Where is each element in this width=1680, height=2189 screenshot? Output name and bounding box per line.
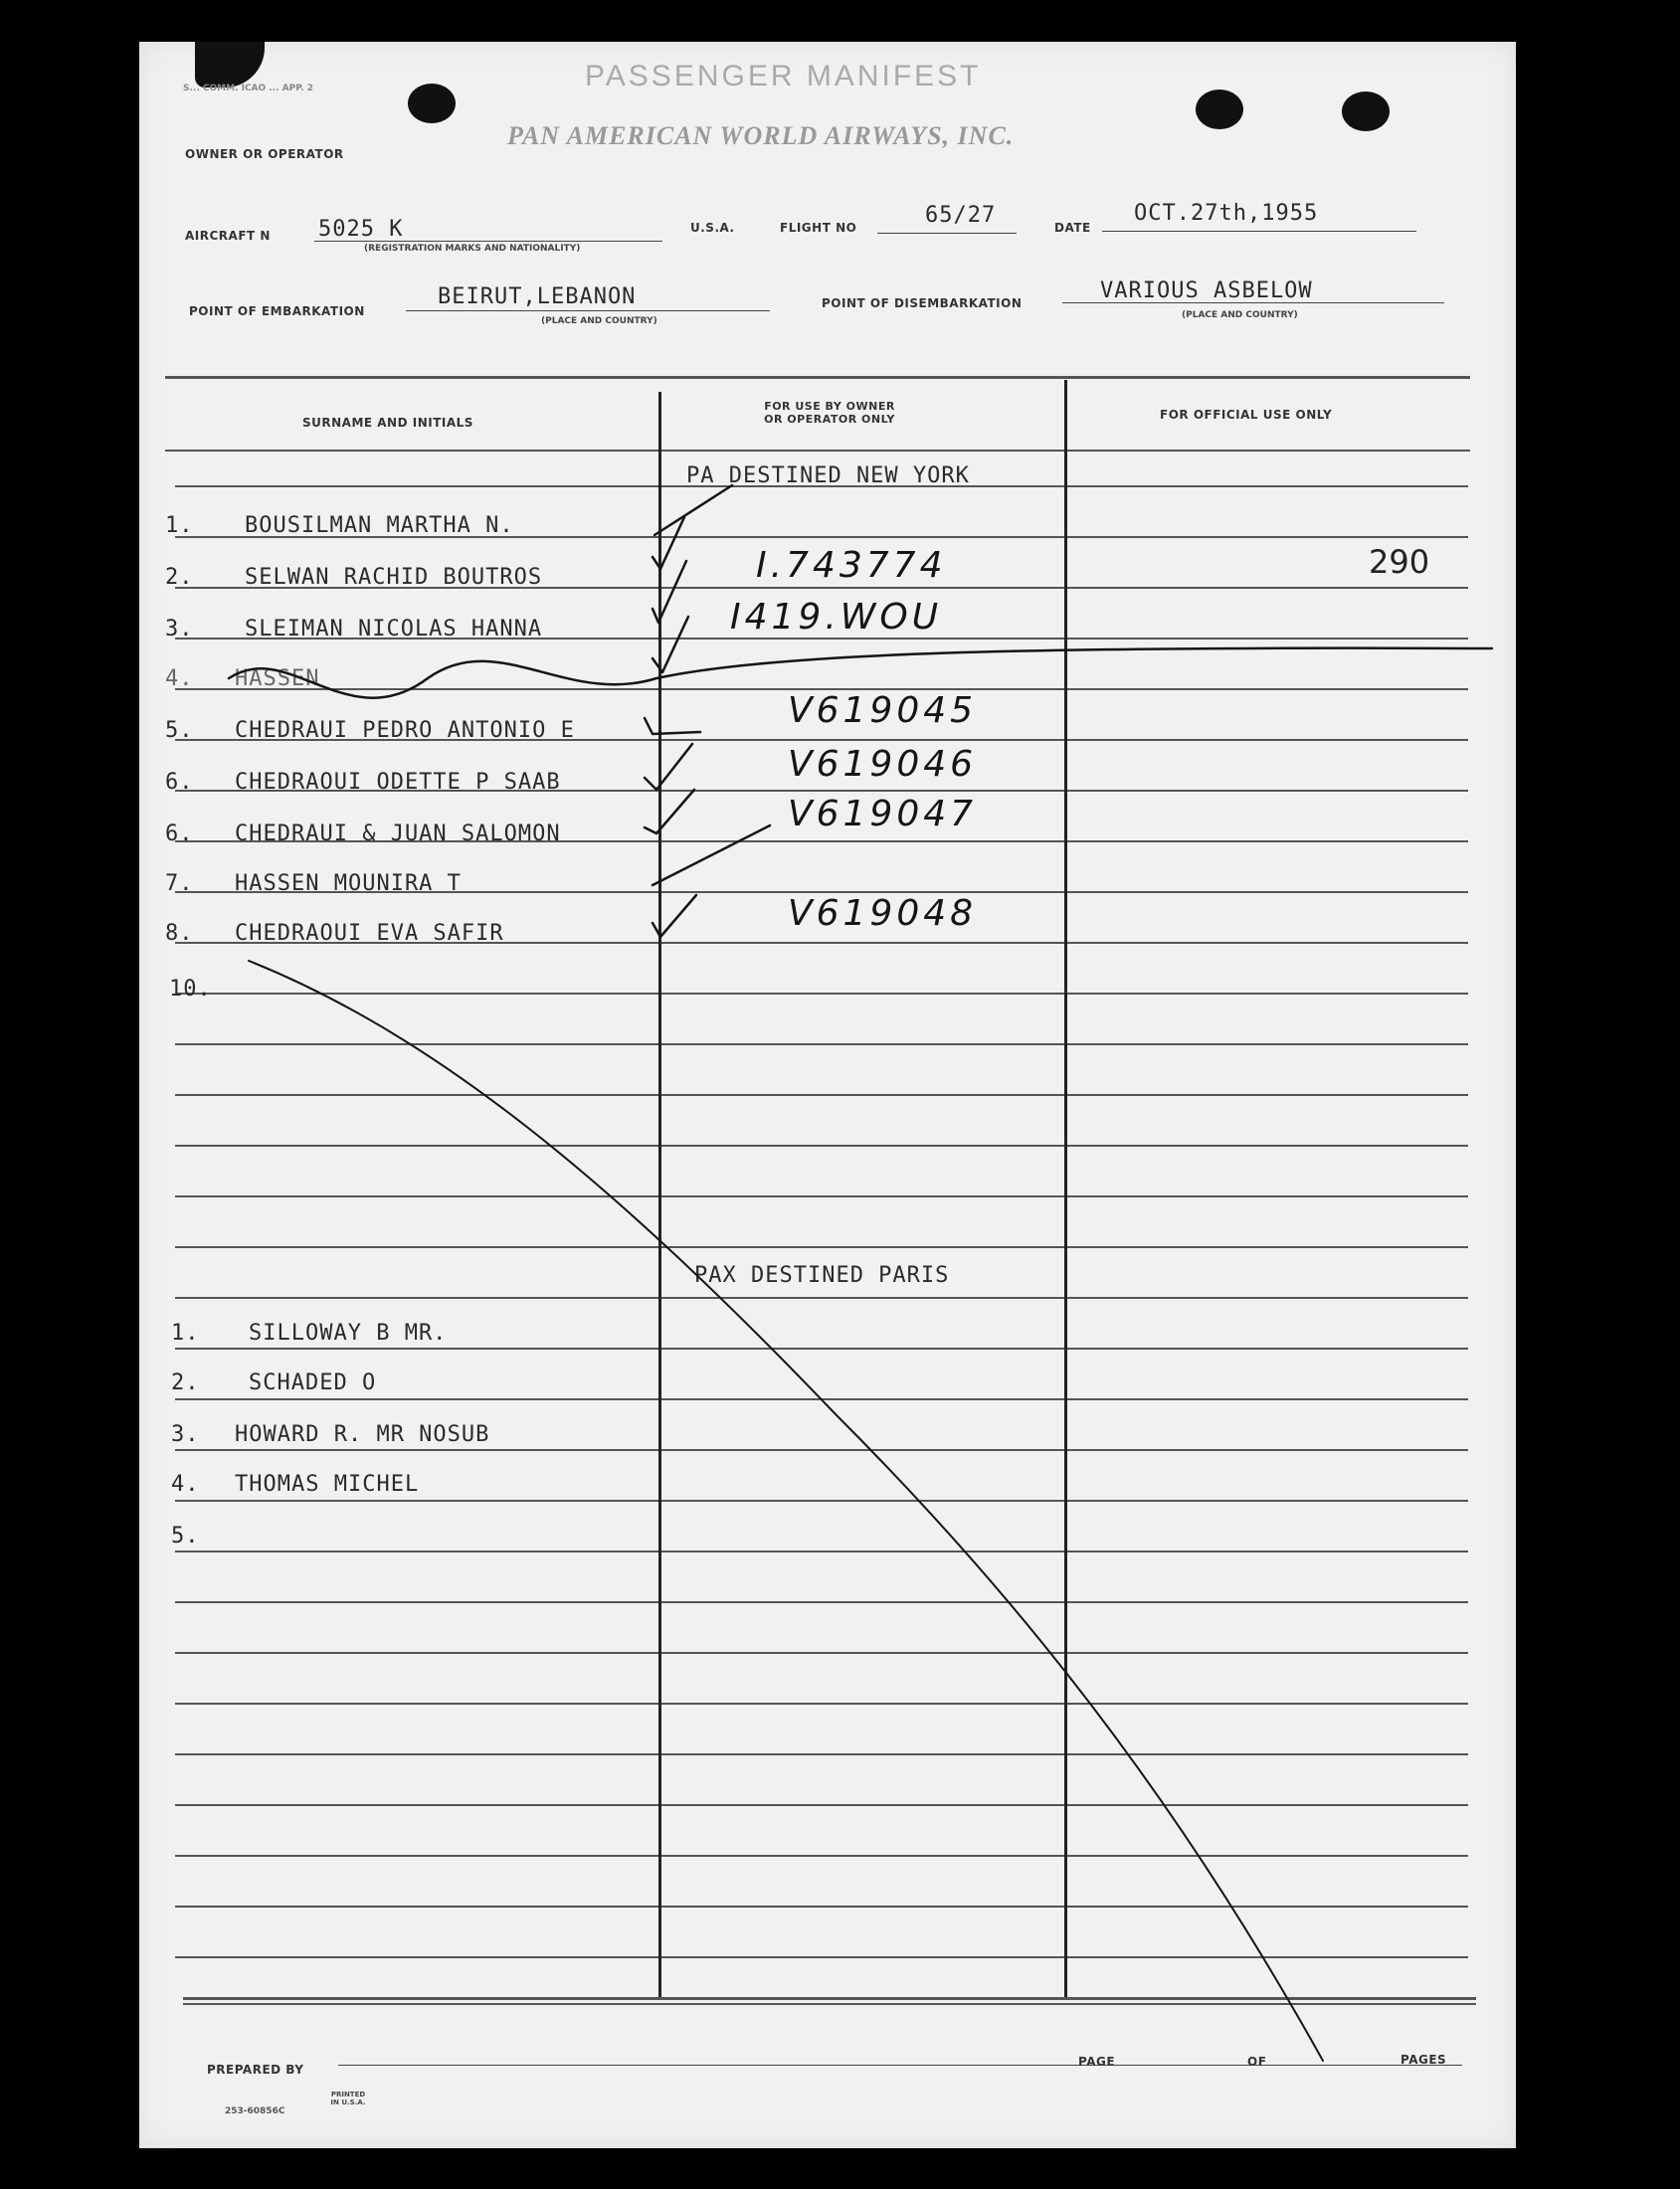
row-number: 4. [165,666,194,691]
row-number: 3. [171,1422,200,1447]
row-number: 5. [171,1524,200,1549]
slash-mark [654,485,732,535]
flight-value: 65/27 [925,203,997,228]
passenger-name: HOWARD R. MR NOSUB [235,1422,490,1447]
embarkation-underline [406,310,770,311]
ruled-line [165,450,1470,452]
date-label: DATE [1054,221,1091,235]
torn-corner [195,42,265,88]
passenger-name: CHEDRAOUI ODETTE P SAAB [235,770,561,795]
passenger-name: CHEDRAOUI EVA SAFIR [235,921,504,946]
aircraft-label: AIRCRAFT N [185,229,271,243]
flight-underline [877,233,1017,234]
check-mark [645,718,700,734]
ruled-line [175,1703,1468,1705]
manifest-sheet [139,42,1516,2148]
ruled-line [183,1997,1476,2000]
punch-hole [1196,90,1243,129]
check-mark [645,744,692,790]
ruled-line [175,1956,1468,1958]
column-divider [658,392,661,1997]
form-code: S... COMM. ICAO ... APP. 2 [183,84,314,93]
section-heading-paris: PAX DESTINED PARIS [694,1263,950,1288]
row-number: 6. [165,821,194,846]
ruled-line [175,1804,1468,1806]
embarkation-label: POINT OF EMBARKATION [189,304,365,318]
passenger-name: CHEDRAUI PEDRO ANTONIO E [235,718,575,743]
passenger-name: SILLOWAY B MR. [249,1321,448,1346]
passenger-name: SLEIMAN NICOLAS HANNA [245,617,543,641]
ruled-line [175,1398,1468,1400]
row-number: 8. [165,921,194,946]
row-number: 1. [165,513,194,538]
document-number: V619047 [788,794,978,834]
ruled-line [183,2003,1476,2005]
column-header-owner-use: FOR USE BY OWNER OR OPERATOR ONLY [764,400,895,426]
usa-label: U.S.A. [690,221,735,235]
column-header-surname: SURNAME AND INITIALS [302,416,473,430]
place-caption: (PLACE AND COUNTRY) [1182,310,1298,320]
column-header-official-use: FOR OFFICIAL USE ONLY [1160,408,1333,422]
ruled-line [175,1449,1468,1451]
footer-line [338,2065,1462,2066]
check-mark [645,790,694,833]
ruled-line [175,1195,1468,1197]
passenger-name: BOUSILMAN MARTHA N. [245,513,514,538]
passenger-name: SCHADED O [249,1370,377,1395]
ruled-line [175,1652,1468,1654]
passenger-name: CHEDRAUI & JUAN SALOMON [235,821,561,846]
embarkation-value: BEIRUT,LEBANON [438,284,637,309]
passenger-name-struck: HASSEN [235,666,320,691]
flight-label: FLIGHT NO [780,221,857,235]
row-number: 1. [171,1321,200,1346]
ruled-line [175,1601,1468,1603]
disembarkation-value: VARIOUS ASBELOW [1100,278,1313,303]
row-number: 4. [171,1472,200,1497]
prepared-by-label: PREPARED BY [207,2063,304,2077]
passenger-name: HASSEN MOUNIRA T [235,871,462,896]
ruled-line [175,1753,1468,1755]
ruled-line [175,1094,1468,1096]
ruled-line [175,1145,1468,1147]
ruled-line [175,1855,1468,1857]
row-number: 3. [165,617,194,641]
ruled-line [175,1297,1468,1299]
column-divider [1064,380,1067,1997]
ruled-line [175,993,1468,995]
passenger-name: THOMAS MICHEL [235,1472,420,1497]
document-number: V619048 [788,893,978,934]
ruled-line [175,1906,1468,1908]
passenger-name: SELWAN RACHID BOUTROS [245,565,543,590]
row-number: 7. [165,871,194,896]
page-label: PAGE [1078,2055,1116,2069]
ruled-line [165,376,1470,379]
pages-label: PAGES [1400,2053,1447,2067]
aircraft-value: 5025 K [318,217,404,242]
place-caption: (PLACE AND COUNTRY) [541,316,657,326]
diagonal-line [249,961,1323,2061]
ruled-line [175,1246,1468,1248]
ruled-line [175,1500,1468,1502]
document-number: V619046 [788,744,978,785]
section-heading-new-york: PA DESTINED NEW YORK [686,463,970,488]
ruled-line [175,1043,1468,1045]
row-number: 6. [165,770,194,795]
row-number: 10. [169,977,212,1002]
document-title: PASSENGER MANIFEST [585,60,982,92]
document-number: I419.WOU [730,597,943,638]
document-number: I.743774 [756,545,947,586]
owner-label: OWNER OR OPERATOR [185,147,344,161]
official-note: 290 [1369,543,1430,581]
check-mark [653,517,684,569]
row-number: 2. [165,565,194,590]
company-name: PAN AMERICAN WORLD AIRWAYS, INC. [507,121,1015,150]
printer-mark: PRINTED IN U.S.A. [330,2091,366,2106]
row-number: 2. [171,1370,200,1395]
registration-caption: (REGISTRATION MARKS AND NATIONALITY) [364,244,581,254]
of-label: OF [1247,2055,1267,2069]
punch-hole [408,84,456,123]
row-number: 5. [165,718,194,743]
ruled-line [175,1551,1468,1552]
slash-mark [653,825,770,885]
punch-hole [1342,91,1390,131]
ruled-line [175,1348,1468,1350]
disembarkation-label: POINT OF DISEMBARKATION [822,296,1023,310]
document-number: V619045 [788,690,978,731]
form-number: 253-60856C [225,2106,285,2116]
date-underline [1102,231,1416,232]
date-value: OCT.27th,1955 [1134,201,1319,226]
